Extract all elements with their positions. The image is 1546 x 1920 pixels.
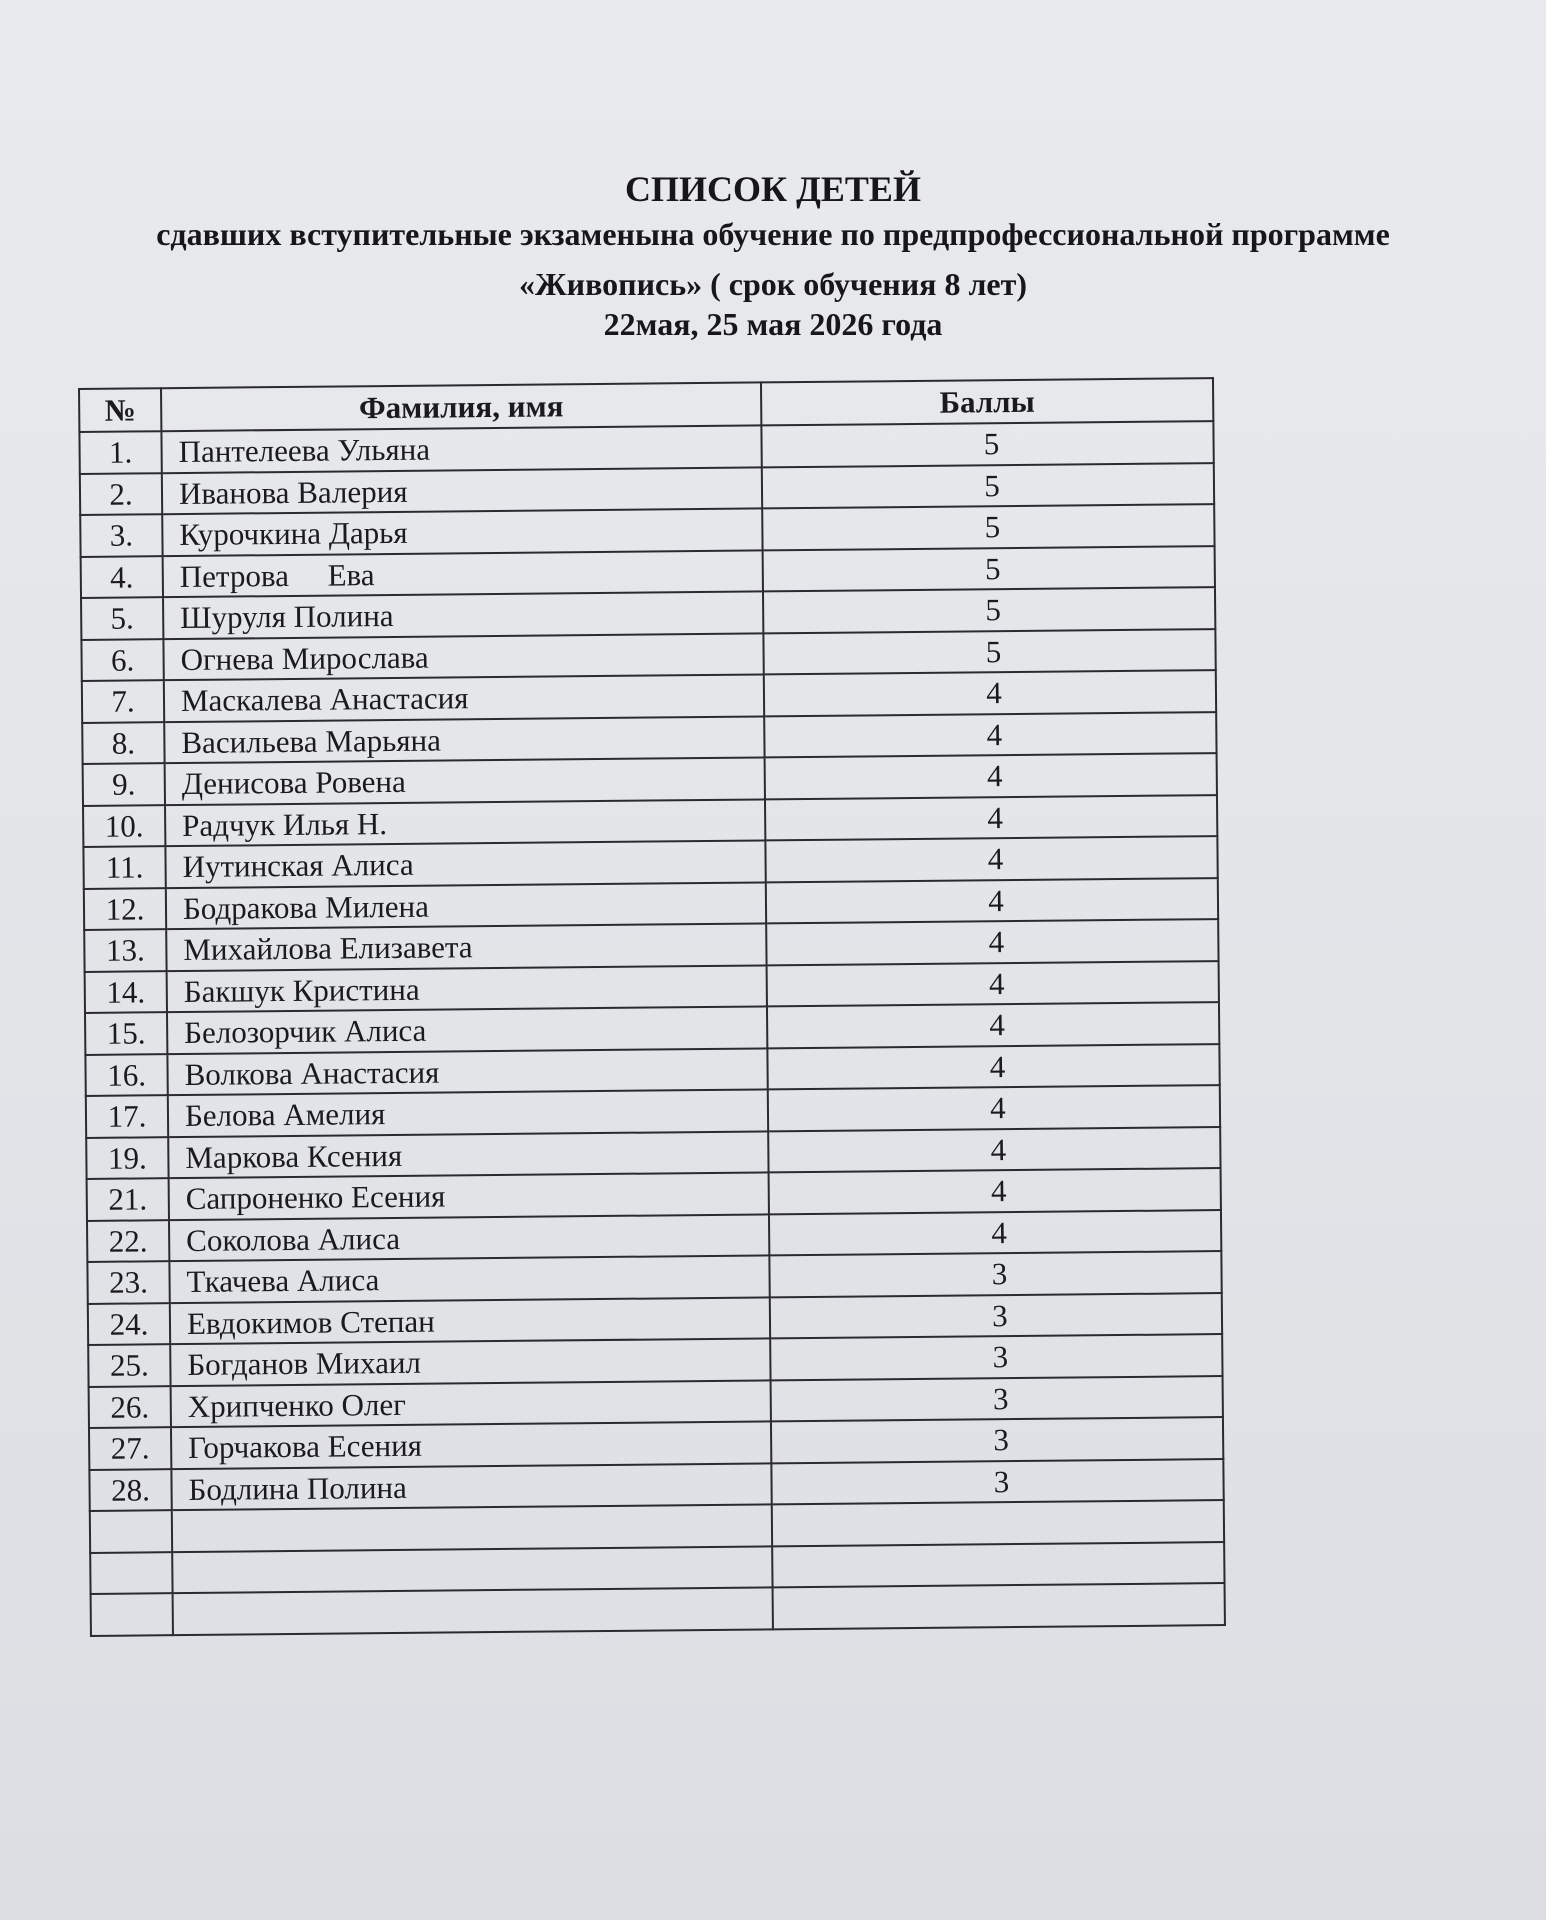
score-value: 5 bbox=[984, 467, 1000, 504]
student-score bbox=[769, 1168, 1221, 1214]
row-number: 17. bbox=[86, 1095, 168, 1137]
row-number: 10. bbox=[83, 805, 165, 847]
score-value: 4 bbox=[986, 758, 1003, 794]
student-name: Иутинская Алиса bbox=[165, 840, 765, 887]
row-number: 5. bbox=[81, 597, 163, 639]
row-number: 25. bbox=[88, 1344, 170, 1386]
score-value: 4 bbox=[987, 799, 1004, 836]
student-name: Белозорчик Алиса bbox=[167, 1006, 767, 1053]
student-score bbox=[771, 1459, 1223, 1505]
row-number: 23. bbox=[87, 1261, 169, 1303]
student-score bbox=[773, 1583, 1225, 1629]
student-name: Бодлина Полина bbox=[171, 1463, 771, 1510]
student-name: Михайлова Елизавета bbox=[166, 923, 766, 970]
student-name: Васильева Марьяна bbox=[164, 716, 764, 763]
student-score bbox=[767, 1002, 1219, 1048]
row-number: 12. bbox=[84, 888, 166, 930]
row-number: 15. bbox=[85, 1012, 167, 1054]
score-value: 4 bbox=[990, 1131, 1007, 1168]
row-number: 21. bbox=[87, 1178, 169, 1220]
student-name: Богданов Михаил bbox=[170, 1338, 770, 1385]
student-score bbox=[767, 961, 1219, 1007]
score-value: 5 bbox=[985, 633, 1002, 670]
row-number: 28. bbox=[89, 1469, 171, 1511]
student-score bbox=[771, 1417, 1223, 1463]
row-number bbox=[90, 1552, 172, 1594]
student-score bbox=[769, 1251, 1221, 1297]
score-value: 4 bbox=[986, 716, 1003, 753]
student-score bbox=[762, 463, 1214, 509]
student-name: Курочкина Дарья bbox=[162, 508, 762, 555]
student-name: Бодракова Милена bbox=[166, 882, 766, 929]
student-score bbox=[763, 629, 1215, 675]
column-header-number: № bbox=[79, 388, 161, 432]
program-name: «Живопись» ( срок обучения 8 лет) bbox=[519, 266, 1027, 302]
student-score bbox=[762, 504, 1214, 550]
student-name: Хрипченко Олег bbox=[171, 1380, 771, 1427]
student-name: Соколова Алиса bbox=[169, 1214, 769, 1261]
row-number: 8. bbox=[82, 722, 164, 764]
row-number: 6. bbox=[81, 639, 163, 681]
student-score bbox=[766, 919, 1218, 965]
score-value: 3 bbox=[992, 1380, 1009, 1417]
student-score bbox=[766, 878, 1218, 924]
score-value: 3 bbox=[992, 1339, 1009, 1375]
row-number bbox=[90, 1510, 172, 1552]
row-number: 2. bbox=[80, 473, 162, 515]
score-value: 3 bbox=[991, 1256, 1008, 1292]
score-value: 4 bbox=[990, 1173, 1007, 1209]
document-subtitle: сдавших вступительные экзаменына обучение по предпрофессиональной программе bbox=[156, 216, 1390, 252]
score-value: 4 bbox=[989, 1007, 1006, 1043]
student-score bbox=[765, 753, 1217, 799]
student-name: Евдокимов Степан bbox=[170, 1297, 770, 1344]
student-score bbox=[764, 670, 1216, 716]
row-number: 22. bbox=[87, 1220, 169, 1262]
row-number: 24. bbox=[88, 1303, 170, 1345]
exam-dates: 22мая, 25 мая 2026 года bbox=[603, 306, 943, 342]
student-name: Ткачева Алиса bbox=[169, 1255, 769, 1302]
student-name: Огнева Мирослава bbox=[163, 633, 763, 680]
student-score bbox=[770, 1334, 1222, 1380]
row-number: 9. bbox=[83, 763, 165, 805]
score-value: 5 bbox=[984, 550, 1001, 587]
student-name: Маскалева Анастасия bbox=[164, 674, 764, 721]
student-score bbox=[768, 1085, 1220, 1131]
student-name bbox=[172, 1546, 772, 1593]
row-number: 26. bbox=[89, 1386, 171, 1428]
student-name bbox=[173, 1587, 773, 1634]
student-name: Шуруля Полина bbox=[163, 591, 763, 638]
score-value: 5 bbox=[983, 426, 1000, 462]
student-name: Волкова Анастасия bbox=[167, 1048, 767, 1095]
row-number: 1. bbox=[79, 431, 161, 473]
row-number: 11. bbox=[83, 846, 165, 888]
score-value: 3 bbox=[992, 1297, 1008, 1334]
row-number: 19. bbox=[86, 1137, 168, 1179]
student-score bbox=[769, 1210, 1221, 1256]
score-value: 4 bbox=[986, 675, 1002, 711]
score-value: 4 bbox=[988, 965, 1005, 1002]
row-number: 27. bbox=[89, 1427, 171, 1469]
results-table bbox=[78, 377, 1226, 1636]
score-value: 4 bbox=[988, 882, 1004, 919]
student-score bbox=[771, 1376, 1223, 1422]
row-number: 16. bbox=[85, 1054, 167, 1096]
student-score bbox=[772, 1542, 1224, 1588]
student-name: Петрова Ева bbox=[163, 550, 763, 597]
student-name: Белова Амелия bbox=[168, 1089, 768, 1136]
document-title: СПИСОК ДЕТЕЙ bbox=[625, 169, 921, 209]
student-name: Сапроненко Есения bbox=[169, 1172, 769, 1219]
student-score bbox=[767, 1044, 1219, 1090]
student-score bbox=[772, 1500, 1224, 1546]
results-table-wrapper bbox=[78, 377, 1224, 1636]
student-name: Маркова Ксения bbox=[168, 1131, 768, 1178]
score-value: 4 bbox=[989, 1048, 1006, 1085]
score-value: 3 bbox=[993, 1422, 1010, 1458]
score-value: 4 bbox=[991, 1214, 1008, 1251]
student-score bbox=[763, 546, 1215, 592]
score-value: 4 bbox=[988, 924, 1005, 960]
student-score bbox=[765, 836, 1217, 882]
student-score bbox=[764, 712, 1216, 758]
row-number: 4. bbox=[81, 556, 163, 598]
student-name: Горчакова Есения bbox=[171, 1421, 771, 1468]
score-value: 3 bbox=[993, 1463, 1010, 1500]
column-header-name: Фамилия, имя bbox=[161, 382, 761, 431]
score-value: 4 bbox=[990, 1090, 1006, 1126]
student-name: Бакшук Кристина bbox=[167, 965, 767, 1012]
student-score bbox=[768, 1127, 1220, 1173]
score-value: 5 bbox=[985, 592, 1002, 628]
student-name: Пантелеева Ульяна bbox=[161, 425, 761, 472]
row-number: 7. bbox=[82, 680, 164, 722]
student-name: Радчук Илья Н. bbox=[165, 799, 765, 846]
row-number bbox=[91, 1593, 173, 1635]
student-score bbox=[763, 587, 1215, 633]
student-name bbox=[172, 1504, 772, 1551]
row-number: 14. bbox=[85, 971, 167, 1013]
score-value: 5 bbox=[984, 509, 1001, 545]
column-header-score: Баллы bbox=[761, 378, 1213, 425]
student-name: Денисова Ровена bbox=[165, 757, 765, 804]
student-score bbox=[770, 1293, 1222, 1339]
student-score bbox=[761, 421, 1213, 467]
student-name: Иванова Валерия bbox=[162, 467, 762, 514]
row-number: 3. bbox=[80, 514, 162, 556]
score-value: 4 bbox=[987, 841, 1004, 877]
student-score bbox=[765, 795, 1217, 841]
row-number: 13. bbox=[84, 929, 166, 971]
